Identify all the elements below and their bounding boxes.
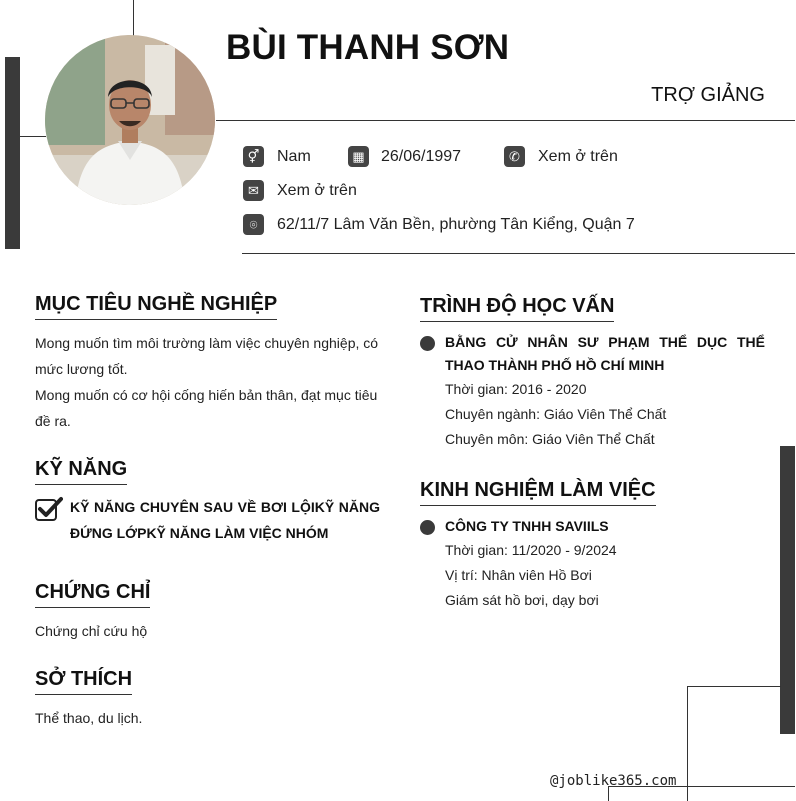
skills-text: KỸ NĂNG CHUYÊN SAU VỀ BƠI LỘIKỸ NĂNG ĐỨNG LỚPKỸ NĂNG LÀM VIỆC NHÓM [70, 499, 380, 541]
calendar-icon: ▦ [348, 146, 369, 167]
address-value: 62/11/7 Lâm Văn Bền, phường Tân Kiểng, Quận 7 [277, 216, 635, 233]
top-vertical-line [133, 0, 134, 36]
email-icon: ✉ [243, 180, 264, 201]
email-value: Xem ở trên [277, 182, 357, 199]
skills-heading: KỸ NĂNG [35, 458, 127, 485]
experience-time: Thời gian: 11/2020 - 9/2024 [445, 542, 617, 558]
education-subject: Chuyên môn: Giáo Viên Thể Chất [445, 431, 655, 447]
experience-heading: KINH NGHIỆM LÀM VIỆC [420, 479, 656, 506]
experience-position: Vị trí: Nhân viên Hồ Bơi [445, 567, 592, 583]
experience-bullet [420, 520, 435, 535]
corner-box-left [687, 686, 688, 801]
education-entry [445, 331, 765, 452]
avatar [45, 35, 215, 205]
hobbies-text: Thể thao, du lịch. [35, 710, 143, 726]
right-accent-bar [780, 446, 795, 734]
gender-value: Nam [277, 148, 311, 165]
education-heading: TRÌNH ĐỘ HỌC VẤN [420, 295, 614, 322]
profile-photo [45, 35, 215, 205]
certificates-heading: CHỨNG CHỈ [35, 581, 150, 608]
checkbox-icon [35, 496, 63, 522]
corner-box-top [687, 686, 781, 687]
education-bullet [420, 336, 435, 351]
left-accent-bar [5, 57, 20, 249]
phone-icon: ✆ [504, 146, 525, 167]
experience-company: CÔNG TY TNHH SAVIILS [445, 518, 609, 534]
experience-entry [445, 515, 765, 613]
certificates-text: Chứng chỉ cứu hộ [35, 623, 148, 639]
objective-text [35, 330, 385, 434]
objective-line-2: Mong muốn có cơ hội cống hiến bản thân, đạt mục tiêu đề ra. [35, 387, 378, 429]
gender-icon: ⚥ [243, 146, 264, 167]
left-horizontal-line [20, 136, 46, 137]
objective-line-1: Mong muốn tìm môi trường làm việc chuyên nghiệp, có mức lương tốt. [35, 335, 379, 377]
job-title: TRỢ GIẢNG [651, 84, 765, 106]
education-time: Thời gian: 2016 - 2020 [445, 381, 587, 397]
watermark-text: @joblike365.com [550, 773, 677, 789]
candidate-name: BÙI THANH SƠN [226, 28, 510, 67]
header-divider-top [216, 120, 795, 121]
hobbies-heading: SỞ THÍCH [35, 668, 132, 695]
birthday-value: 26/06/1997 [381, 148, 462, 165]
location-icon: ⌾ [243, 214, 264, 235]
education-school: BẰNG CỬ NHÂN SƯ PHẠM THỂ DỤC THỂ THAO THÀNH PHỐ HỒ CHÍ MINH [445, 334, 765, 373]
phone-value: Xem ở trên [538, 148, 618, 165]
experience-duty: Giám sát hồ bơi, dạy bơi [445, 592, 599, 608]
education-major: Chuyên ngành: Giáo Viên Thể Chất [445, 406, 667, 422]
objective-heading: MỤC TIÊU NGHỀ NGHIỆP [35, 293, 277, 320]
header-divider-bottom [242, 253, 795, 254]
